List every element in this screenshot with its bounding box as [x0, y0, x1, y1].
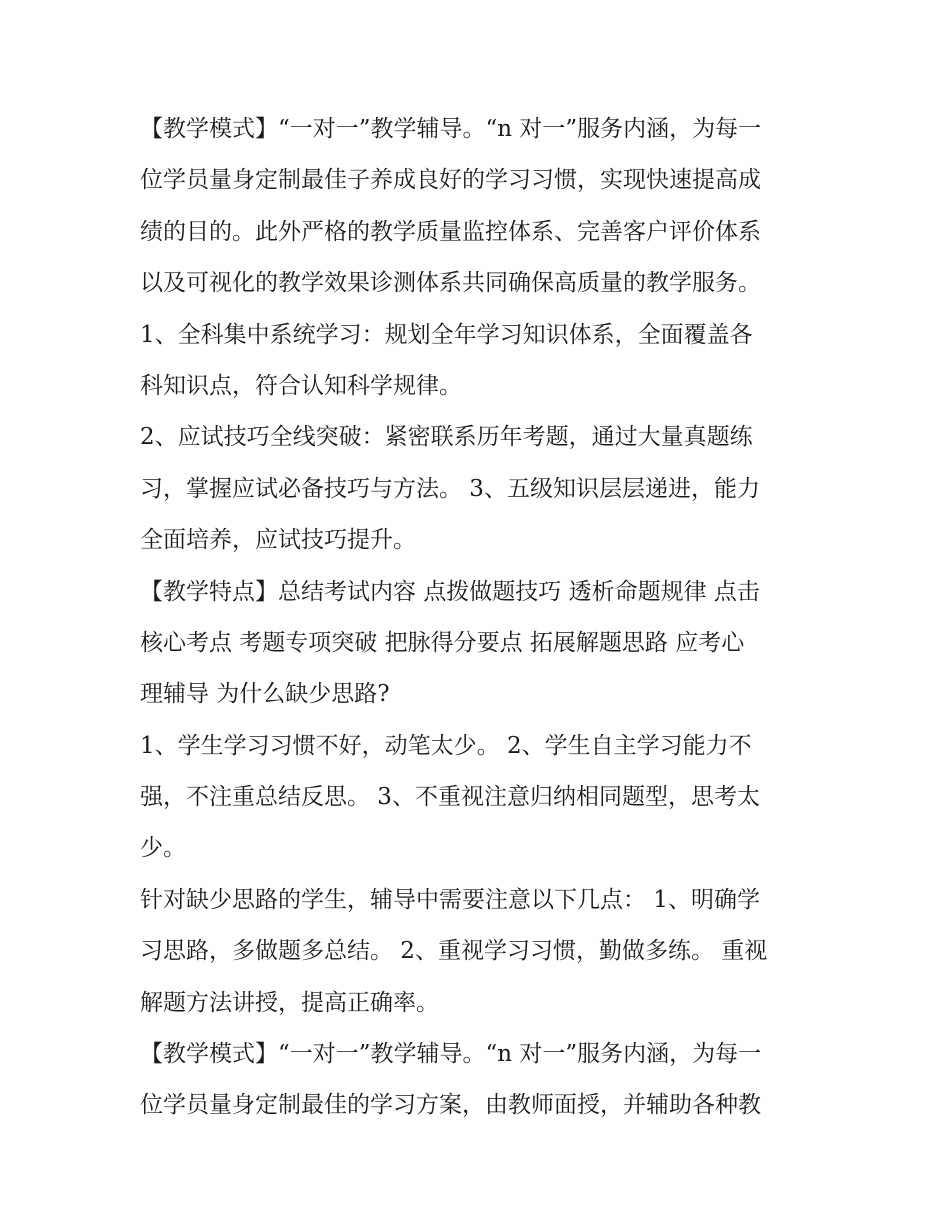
paragraph-reasons: [140, 721, 830, 875]
paragraph-teaching-mode-2: [140, 1029, 830, 1132]
text-line: 【教学特点】总结考试内容 点拨做题技巧 透析命题规律 点击: [140, 578, 760, 605]
text-line: 1、学生学习习惯不好，动笔太少。 2、学生自主学习能力不: [140, 732, 752, 759]
text-line: 科知识点，符合认知科学规律。: [140, 372, 462, 399]
paragraph-point-2: [140, 412, 830, 566]
text-line: 解题方法讲授，提高正确率。: [140, 989, 439, 1016]
text-line: 【教学模式】“一对一”教学辅导。“n 对一”服务内涵，为每一: [140, 116, 762, 142]
text-line: 习，掌握应试必备技巧与方法。 3、五级知识层层递进，能力: [140, 475, 760, 502]
text-line: 位学员量身定制最佳的学习方案，由教师面授，并辅助各种教: [140, 1092, 761, 1119]
text-line: 1、全科集中系统学习：规划全年学习知识体系，全面覆盖各: [140, 321, 753, 348]
text-line: 强，不注重总结反思。 3、不重视注意归纳相同题型，思考太: [140, 784, 760, 811]
text-line: 2、应试技巧全线突破：紧密联系历年考题，通过大量真题练: [140, 424, 753, 451]
text-line: 【教学模式】“一对一”教学辅导。“n 对一”服务内涵，为每一: [140, 1041, 762, 1068]
text-line: 位学员量身定制最佳子养成良好的学习习惯，实现快速提高成: [140, 167, 761, 194]
text-line: 针对缺少思路的学生，辅导中需要注意以下几点： 1、明确学: [140, 886, 760, 913]
text-line: 绩的目的。此外严格的教学质量监控体系、完善客户评价体系: [140, 218, 761, 245]
paragraph-teaching-features: [140, 567, 830, 721]
paragraph-guidance: [140, 875, 830, 1029]
paragraph-teaching-mode-1: [140, 104, 830, 310]
text-line: 理辅导 为什么缺少思路?: [140, 681, 390, 708]
text-line: 核心考点 考题专项突破 把脉得分要点 拓展解题思路 应考心: [140, 629, 745, 656]
paragraph-point-1: [140, 310, 830, 413]
text-line: 少。: [140, 835, 186, 862]
document-body: [140, 104, 830, 1132]
text-line: 习思路，多做题多总结。 2、重视学习习惯，勤做多练。 重视: [140, 938, 768, 965]
text-line: 全面培养，应试技巧提升。: [140, 527, 416, 554]
text-line: 以及可视化的教学效果诊测体系共同确保高质量的教学服务。: [140, 270, 761, 297]
